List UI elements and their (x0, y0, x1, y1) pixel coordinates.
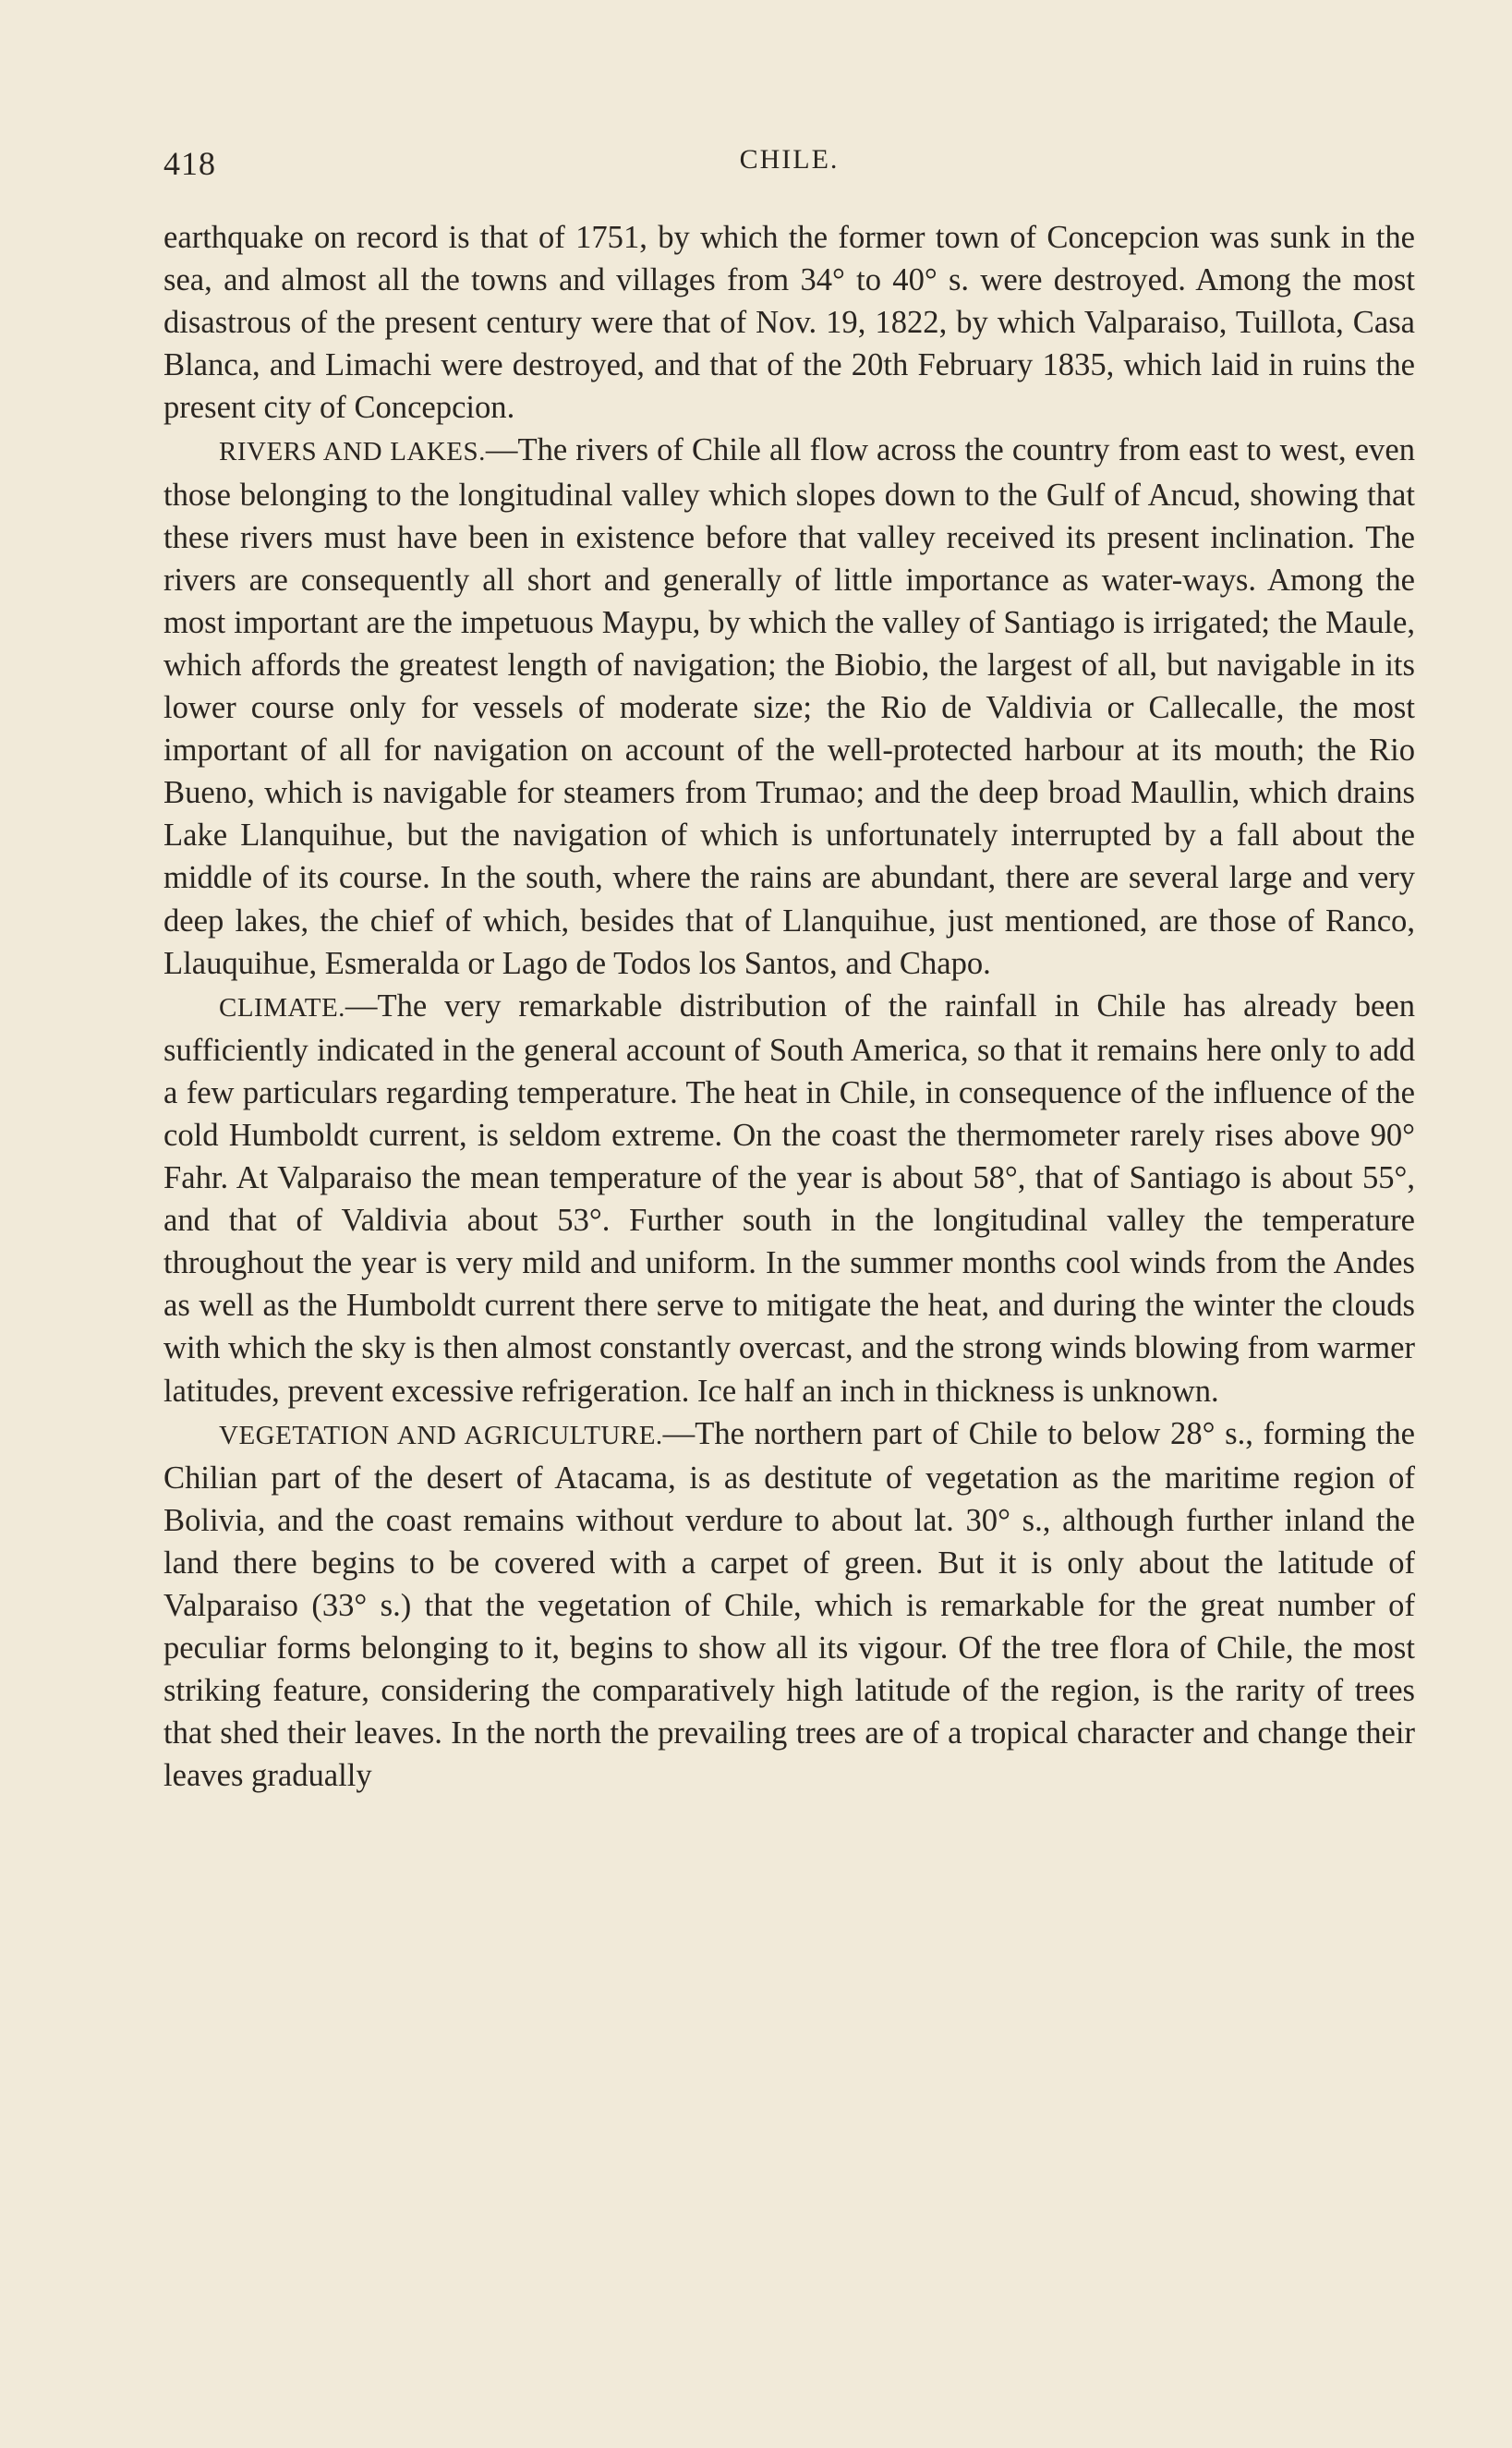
paragraph-text: —The very remarkable distribution of the rainfall in Chile has already been sufficiently indicated in the general account of South America, so that it remains here only to add a few particulars regarding temperature. The heat in Chile, in consequence of the influence of the cold Humboldt current, is seldom extreme. On the coast the thermometer rarely rises above 90° Fahr. At Valparaiso the mean temperature of the year is about 58°, that of Santiago is about 55°, and that of Valdivia about 53°. Further south in the longitudinal valley the temperature throughout the year is very mild and uniform. In the summer months cool winds from the Andes as well as the Humboldt current there serve to mitigate the heat, and during the winter the clouds with which the sky is then almost constantly overcast, and the strong winds blowing from warmer latitudes, prevent excessive refrigeration. Ice half an inch in thickness is unknown. (163, 988, 1415, 1409)
page-number: 418 (163, 145, 216, 182)
paragraph-rivers-and-lakes (163, 429, 1415, 984)
section-heading-rivers-and-lakes: RIVERS AND LAKES. (219, 437, 486, 467)
paragraph-text: —The northern part of Chile to below 28° s., forming the Chilian part of the desert of Atacama, is as destitute of vegetation as the maritime region of Bolivia, and the coast remains without verdure to about lat. 30° s., although further inland the land there begins to be covered with a carpet of green. But it is only about the latitude of Valparaiso (33° s.) that the vegetation of Chile, which is remarkable for the great number of peculiar forms belonging to it, begins to show all its vigour. Of the tree flora of Chile, the most striking feature, considering the comparatively high latitude of the region, is the rarity of trees that shed their leaves. In the north the prevailing trees are of a tropical character and change their leaves gradually (163, 1415, 1416, 1794)
running-title: CHILE. (739, 144, 840, 175)
page-header (163, 144, 1415, 200)
paragraph-climate (163, 985, 1415, 1412)
section-heading-climate: CLIMATE. (219, 992, 345, 1023)
paragraph-text: earthquake on record is that of 1751, by which the former town of Concepcion was sunk in the sea, and almost all the towns and villages from 34° to 40° s. were destroyed. Among the most disastrous of the present century were that of Nov. 19, 1822, by which Valparaiso, Tuillota, Casa Blanca, and Limachi were destroyed, and that of the 20th February 1835, which laid in ruins the present city of Concepcion. (163, 220, 1415, 426)
paragraph-text: —The rivers of Chile all flow across the country from east to west, even those belonging to the longitudinal valley which slopes down to the Gulf of Ancud, showing that these rivers must have been in existence before that valley received its present inclination. The rivers are consequently all short and generally of little importance as water-ways. Among the most important are the impetuous Maypu, by which the valley of Santiago is irrigated; the Maule, which affords the greatest length of navigation; the Biobio, the largest of all, but navigable in its lower course only for vessels of moderate size; the Rio de Valdivia or Callecalle, the most important of all for navigation on account of the well-protected harbour at its mouth; the Rio Bueno, which is navigable for steamers from Trumao; and the deep broad Maullin, which drains Lake Llanquihue, but the navigation of which is unfortunately interrupted by a fall about the middle of its course. In the south, where the rains are abundant, there are several large and very deep lakes, the chief of which, besides that of Llanquihue, just mentioned, are those of Ranco, Llauquihue, Esmeralda or Lago de Todos los Santos, and Chapo. (163, 432, 1415, 981)
section-heading-vegetation-and-agriculture: VEGETATION AND AGRICULTURE. (219, 1420, 663, 1450)
paragraph-vegetation-and-agriculture (163, 1412, 1415, 1798)
paragraph-earthquake-continued (163, 216, 1415, 429)
body-text (163, 216, 1415, 1797)
